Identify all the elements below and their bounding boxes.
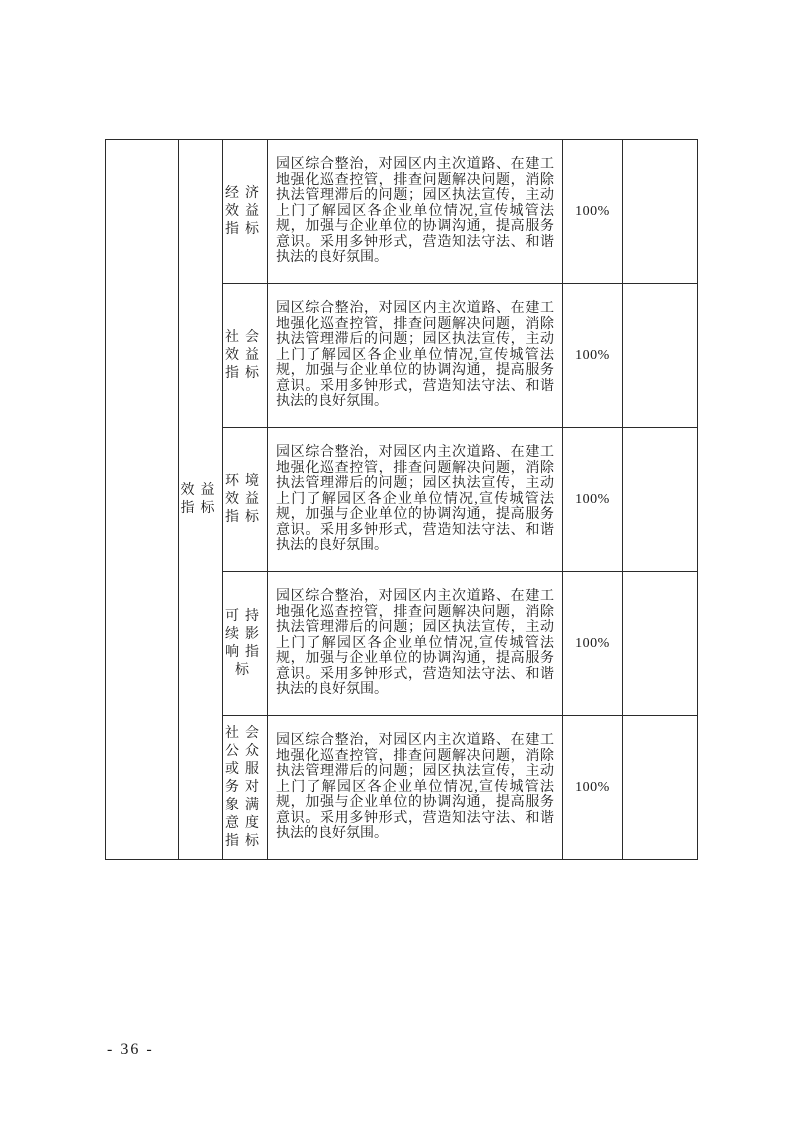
indicator-value-cell: 100% xyxy=(563,716,623,860)
indicator-name-cell: 经济效益指标 xyxy=(223,140,268,284)
empty-remark-cell xyxy=(623,140,698,284)
indicator-name-cell: 社会效益指标 xyxy=(223,284,268,428)
indicator-value-cell: 100% xyxy=(563,284,623,428)
indicator-value-cell: 100% xyxy=(563,428,623,572)
indicator-description-cell: 园区综合整治，对园区内主次道路、在建工地强化巡查控管，排查问题解决问题，消除执法管理滞后的问题；园区执法宣传，主动上门了解园区各企业单位情况,宣传城管法规，加强与企业单位的协调沟通，提高服务意识。采用多钟形式，营造知法守法、和谐执法的良好氛围。 xyxy=(268,428,563,572)
empty-remark-cell xyxy=(623,428,698,572)
group-label-cell: 效益指标 xyxy=(179,140,223,860)
empty-category-cell xyxy=(106,140,179,860)
indicator-description-cell: 园区综合整治，对园区内主次道路、在建工地强化巡查控管，排查问题解决问题，消除执法管理滞后的问题；园区执法宣传，主动上门了解园区各企业单位情况,宣传城管法规，加强与企业单位的协调沟通，提高服务意识。采用多钟形式，营造知法守法、和谐执法的良好氛围。 xyxy=(268,140,563,284)
indicator-description-cell: 园区综合整治，对园区内主次道路、在建工地强化巡查控管，排查问题解决问题，消除执法管理滞后的问题；园区执法宣传，主动上门了解园区各企业单位情况,宣传城管法规，加强与企业单位的协调沟通，提高服务意识。采用多钟形式，营造知法守法、和谐执法的良好氛围。 xyxy=(268,284,563,428)
table-row xyxy=(106,140,698,284)
empty-remark-cell xyxy=(623,716,698,860)
indicator-name-cell: 社会公众或服务对象满意度指标 xyxy=(223,716,268,860)
page-number: - 36 - xyxy=(107,1041,154,1058)
empty-remark-cell xyxy=(623,572,698,716)
empty-remark-cell xyxy=(623,284,698,428)
indicator-value-cell: 100% xyxy=(563,140,623,284)
indicator-description-cell: 园区综合整治，对园区内主次道路、在建工地强化巡查控管，排查问题解决问题，消除执法管理滞后的问题；园区执法宣传，主动上门了解园区各企业单位情况,宣传城管法规，加强与企业单位的协调沟通，提高服务意识。采用多钟形式，营造知法守法、和谐执法的良好氛围。 xyxy=(268,572,563,716)
indicator-value-cell: 100% xyxy=(563,572,623,716)
indicator-description-cell: 园区综合整治，对园区内主次道路、在建工地强化巡查控管，排查问题解决问题，消除执法管理滞后的问题；园区执法宣传，主动上门了解园区各企业单位情况,宣传城管法规，加强与企业单位的协调沟通，提高服务意识。采用多钟形式，营造知法守法、和谐执法的良好氛围。 xyxy=(268,716,563,860)
performance-indicator-table xyxy=(105,139,698,860)
indicator-name-cell: 环境效益指标 xyxy=(223,428,268,572)
indicator-name-cell: 可持续影响指标 xyxy=(223,572,268,716)
